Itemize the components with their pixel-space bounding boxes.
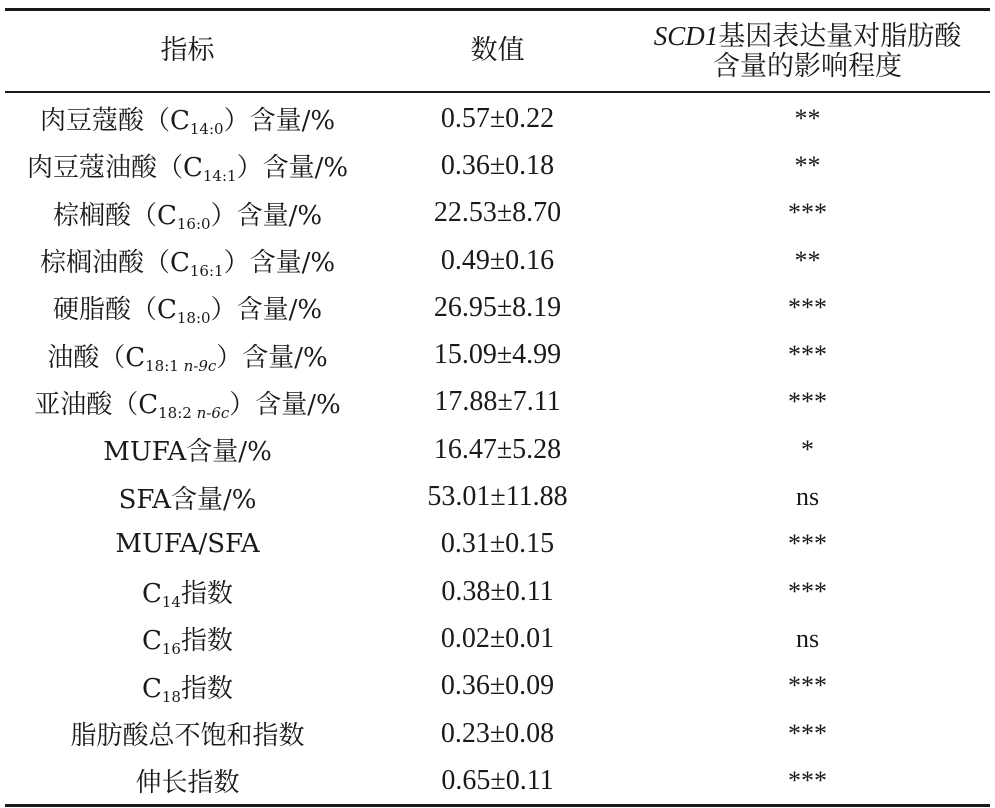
table-row	[5, 142, 990, 189]
header-value: 数值	[470, 35, 525, 66]
fatty-acid-table-body	[5, 93, 990, 804]
indicator-text: 肉豆蔻酸（C	[39, 106, 190, 137]
value-cell: 0.23±0.08	[440, 717, 555, 749]
indicator-cell	[5, 237, 370, 284]
subscript-text: 18	[161, 687, 181, 706]
indicator-suffix: ）含量/%	[223, 106, 336, 137]
carbon-subscript	[162, 688, 181, 706]
indicator-text: 亚油酸（C	[34, 389, 159, 420]
indicator-cell	[5, 142, 370, 189]
indicator-cell	[5, 521, 370, 568]
carbon-subscript	[203, 167, 237, 185]
carbon-subscript	[190, 262, 224, 280]
indicator-text: C	[141, 673, 162, 704]
table-row	[5, 379, 990, 426]
indicator-suffix: 指数	[180, 626, 233, 657]
carbon-subscript	[145, 357, 216, 375]
carbon-subscript	[162, 593, 181, 611]
indicator-text: SFA含量/%	[118, 484, 257, 515]
subscript-text: 18:1	[145, 356, 184, 375]
indicator-text: 棕榈酸（C	[52, 200, 177, 231]
table-row	[5, 663, 990, 710]
bottom-rule	[5, 804, 990, 807]
subscript-text: 16:1	[189, 262, 224, 281]
table-row	[5, 284, 990, 331]
value-cell: 0.49±0.16	[440, 244, 555, 276]
indicator-cell	[5, 663, 370, 710]
indicator-text: MUFA含量/%	[103, 437, 272, 468]
subscript-text: 14:0	[189, 120, 224, 139]
carbon-subscript	[177, 215, 211, 233]
significance-cell: ***	[788, 340, 827, 370]
indicator-cell	[5, 379, 370, 426]
table-row	[5, 615, 990, 662]
data-table-container	[5, 8, 990, 807]
table-row	[5, 426, 990, 473]
indicator-suffix: ）含量/%	[210, 295, 323, 326]
carbon-subscript	[177, 309, 211, 327]
carbon-subscript	[190, 120, 224, 138]
indicator-suffix: ）含量/%	[210, 200, 323, 231]
value-cell: 16.47±5.28	[433, 433, 562, 465]
header-row	[5, 11, 990, 91]
indicator-suffix: ）含量/%	[236, 153, 349, 184]
indicator-text: 油酸（C	[47, 342, 146, 373]
value-cell: 0.38±0.11	[441, 575, 554, 607]
significance-cell: **	[794, 245, 821, 275]
subscript-italic-text: n-6c	[196, 403, 230, 422]
table-row	[5, 331, 990, 378]
indicator-suffix: 指数	[180, 673, 233, 704]
table-row	[5, 473, 990, 520]
indicator-text: MUFA/SFA	[115, 529, 260, 560]
significance-cell: ***	[788, 718, 827, 748]
indicator-cell	[5, 710, 370, 757]
subscript-text: 14	[161, 593, 181, 612]
indicator-cell	[5, 757, 370, 804]
subscript-text: 16	[161, 640, 181, 659]
table-row	[5, 710, 990, 757]
significance-cell: ***	[788, 765, 827, 795]
significance-cell: **	[794, 103, 821, 133]
value-cell: 0.36±0.09	[440, 670, 555, 702]
indicator-cell	[5, 568, 370, 615]
significance-cell: ***	[788, 292, 827, 322]
value-cell: 15.09±4.99	[433, 339, 562, 371]
indicator-cell	[5, 331, 370, 378]
value-cell: 0.65±0.11	[441, 764, 554, 796]
value-cell: 0.36±0.18	[440, 149, 555, 181]
significance-cell: ***	[788, 387, 827, 417]
indicator-suffix: 指数	[180, 579, 233, 610]
subscript-italic-text: n-9c	[183, 356, 217, 375]
fatty-acid-table	[5, 11, 990, 91]
carbon-subscript	[158, 404, 229, 422]
indicator-cell	[5, 615, 370, 662]
indicator-suffix: ）含量/%	[223, 248, 336, 279]
indicator-text: C	[141, 626, 162, 657]
significance-cell: ***	[788, 576, 827, 606]
indicator-cell	[5, 473, 370, 520]
significance-cell: ns	[795, 623, 820, 653]
significance-cell: ***	[788, 529, 827, 559]
indicator-text: 肉豆蔻油酸（C	[26, 153, 203, 184]
header-effect-line1: 基因表达量对脂肪酸	[718, 20, 962, 52]
subscript-text: 18:0	[176, 309, 211, 328]
table-row	[5, 237, 990, 284]
value-cell: 0.57±0.22	[440, 102, 555, 134]
significance-cell: ns	[795, 482, 820, 512]
table-row	[5, 93, 990, 142]
table-row	[5, 568, 990, 615]
subscript-text: 14:1	[202, 167, 237, 186]
table-row	[5, 757, 990, 804]
indicator-text: 硬脂酸（C	[52, 295, 177, 326]
carbon-subscript	[162, 640, 181, 658]
indicator-text: 脂肪酸总不饱和指数	[70, 721, 305, 751]
indicator-cell	[5, 93, 370, 142]
significance-cell: ***	[788, 198, 827, 228]
indicator-cell	[5, 284, 370, 331]
indicator-cell	[5, 190, 370, 237]
table-row	[5, 521, 990, 568]
significance-cell: ***	[788, 671, 827, 701]
header-effect-line2: 含量的影响程度	[713, 50, 902, 82]
significance-cell: *	[801, 434, 814, 464]
value-cell: 17.88±7.11	[434, 386, 561, 418]
indicator-suffix: ）含量/%	[229, 389, 341, 420]
value-cell: 53.01±11.88	[427, 481, 568, 513]
significance-cell: **	[794, 150, 821, 180]
indicator-cell	[5, 426, 370, 473]
subscript-text: 18:2	[158, 403, 197, 422]
header-gene-name: SCD1	[653, 20, 719, 51]
indicator-text: C	[141, 579, 162, 610]
value-cell: 0.02±0.01	[440, 622, 555, 654]
value-cell: 22.53±8.70	[433, 197, 562, 229]
value-cell: 0.31±0.15	[440, 528, 555, 560]
header-effect	[625, 11, 990, 91]
indicator-text: 棕榈油酸（C	[39, 248, 190, 279]
value-cell: 26.95±8.19	[433, 291, 562, 323]
header-indicator: 指标	[160, 35, 215, 66]
subscript-text: 16:0	[176, 214, 211, 233]
indicator-suffix: ）含量/%	[216, 342, 328, 373]
indicator-text: 伸长指数	[135, 768, 240, 799]
table-row	[5, 190, 990, 237]
